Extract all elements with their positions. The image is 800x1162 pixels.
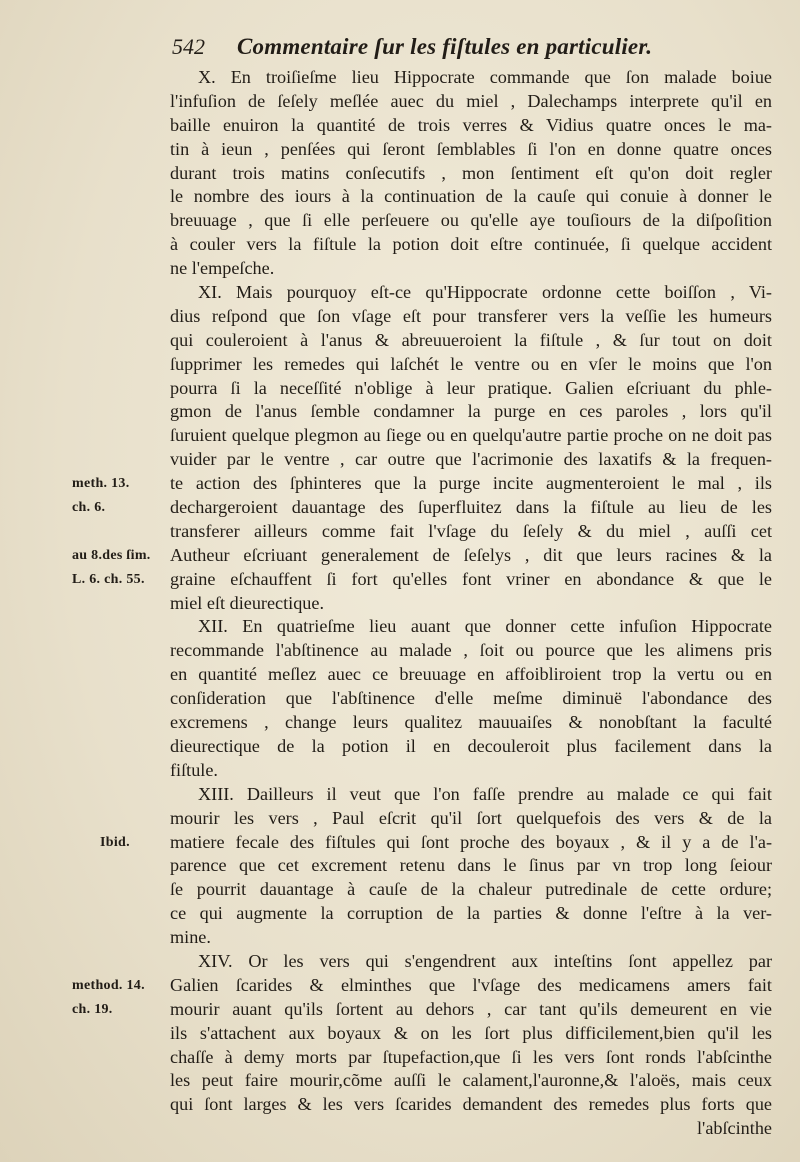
text-line: XI. Mais pourquoy eſt-ce qu'Hippocrate ordonne cette boiſſon , Vi- — [198, 282, 772, 303]
text-line: matiere fecale des fiſtules qui ſont proche des boyaux , & il y a de l'a- — [170, 831, 772, 852]
text-line: ils s'attachent aux boyaux & on les ſort plus difficilement,bien qu'il les — [170, 1022, 772, 1043]
body-text — [170, 66, 772, 1141]
text-line: breuuage , que ſi elle perſeuere ou qu'elle aye touſiours de la diſpoſition — [170, 210, 772, 231]
text-line: chaſſe à demy morts par ſtupefaction,que ſi les vers ſont ronds l'abſcinthe — [170, 1046, 772, 1067]
text-line: dius reſpond que ſon vſage eſt pour transferer vers la veſſie les humeurs — [170, 305, 772, 326]
text-line: XIV. Or les vers qui s'engendrent aux inteſtins ſont appellez par — [198, 950, 772, 971]
text-line: vuider par le ventre , car outre que l'acrimonie des laxatifs & la frequen- — [170, 449, 772, 470]
text-line: Autheur eſcriuant generalement de ſeſelys , dit que leurs racines & la — [170, 544, 772, 565]
text-line: gmon de l'anus ſemble condamner la purge en ces paroles , lors qu'il — [170, 401, 772, 422]
text-line: mine. — [170, 927, 211, 948]
page-number: 542 — [172, 34, 205, 59]
text-line: recommande l'abſtinence au malade , ſoit ou pource que les alimens pris — [170, 640, 772, 661]
text-line: XIII. Dailleurs il veut que l'on faſſe prendre au malade ce qui fait — [198, 783, 772, 804]
text-line: conſideration que l'abſtinence d'elle meſme diminuë l'abondance des — [170, 688, 772, 709]
text-line: dieurectique de la potion il en decouleroit plus facilement dans la — [170, 735, 772, 756]
text-line: fiſtule. — [170, 759, 218, 780]
text-line: te action des ſphinteres que la purge incite augmenteroient le mal , ils — [170, 473, 772, 494]
text-line: durant trois matins conſecutifs , mon ſentiment eſt qu'on doit regler — [170, 162, 772, 183]
margin-note: Ibid. — [100, 834, 130, 850]
text-line: ſupprimer les remedes qui laſchét le ventre ou en vſer le moins que l'on — [170, 353, 772, 374]
text-line: mourir auant qu'ils ſortent au dehors , car tant qu'ils demeurent en vie — [170, 998, 772, 1019]
text-line: XII. En quatrieſme lieu auant que donner cette infuſion Hippocrate — [198, 616, 772, 637]
text-line: ſuruient quelque plegmon au ſiege ou en quelqu'autre partie proche on ne doit pas — [170, 425, 772, 446]
text-line: à couler vers la fiſtule la potion doit eſtre continuée, ſi quelque accident — [170, 234, 772, 255]
running-title: Commentaire ſur les fiſtules en particulier. — [237, 34, 653, 59]
margin-note: method. 14. — [72, 978, 145, 994]
text-line: pourra ſi la neceſſité n'oblige à leur pratique. Galien eſcriuant du phle- — [170, 377, 772, 398]
margin-note: ch. 19. — [72, 1002, 113, 1018]
text-line: baille enuiron la quantité de trois verres & Vidius quatre onces le ma- — [170, 114, 772, 135]
text-line: graine eſchauffent ſi fort qu'elles font vriner en abondance & que le — [170, 568, 772, 589]
margin-note: meth. 13. — [72, 476, 130, 492]
margin-note: au 8.des ſim. — [72, 548, 151, 563]
text-line: transferer ailleurs comme fait l'vſage du ſeſely & du miel , auſſi cet — [170, 520, 772, 541]
text-line: ſe pourrit dauantage à cauſe de la chaleur putredinale de cette ordure; — [170, 879, 772, 900]
text-line: tin à ieun , penſées qui ſeront ſemblables ſi l'on en donne quatre onces — [170, 138, 772, 159]
margin-note: ch. 6. — [72, 500, 106, 516]
page-header — [172, 34, 692, 68]
text-line: ce qui augmente la corruption de la parties & donne l'eſtre à la ver- — [170, 903, 772, 924]
text-line: l'infuſion de ſeſely meſlée auec du miel , Dalechamps interprete qu'il en — [170, 90, 772, 111]
text-line: en quantité meſlez auec ce breuuage en affoibliroient trop la vertu ou en — [170, 664, 772, 685]
text-line: les peut faire mourir,cõme auſſi le calament,l'auronne,& l'aloës, mais ceux — [170, 1070, 772, 1091]
text-line: qui couleroient à l'anus & abreuueroient la fiſtule , & ſur tout on doit — [170, 329, 772, 350]
text-line: qui ſont larges & les vers ſcarides demandent des remedes plus forts que — [170, 1094, 772, 1115]
text-line: ne l'empeſche. — [170, 258, 275, 279]
margin-note: L. 6. ch. 55. — [72, 571, 145, 587]
text-line: l'abſcinthe — [697, 1118, 772, 1139]
text-line: X. En troiſieſme lieu Hippocrate commande que ſon malade boiue — [198, 67, 772, 87]
text-line: dechargeroient dauantage des ſuperfluitez dans la fiſtule au lieu de les — [170, 497, 772, 518]
text-line: parence que cet excrement retenu dans le ſinus par vn trop long ſeiour — [170, 855, 772, 876]
text-line: le nombre des iours à la continuation de la cauſe qui conuie à donner le — [170, 186, 772, 207]
text-line: excremens , change leurs qualitez mauuaiſes & nonobſtant la faculté — [170, 712, 772, 733]
text-line: mourir les vers , Paul eſcrit qu'il ſort quelquefois des vers & de la — [170, 807, 772, 828]
text-line: miel eſt dieurectique. — [170, 592, 325, 613]
text-line: Galien ſcarides & elminthes que l'vſage des medicamens amers fait — [170, 974, 772, 995]
